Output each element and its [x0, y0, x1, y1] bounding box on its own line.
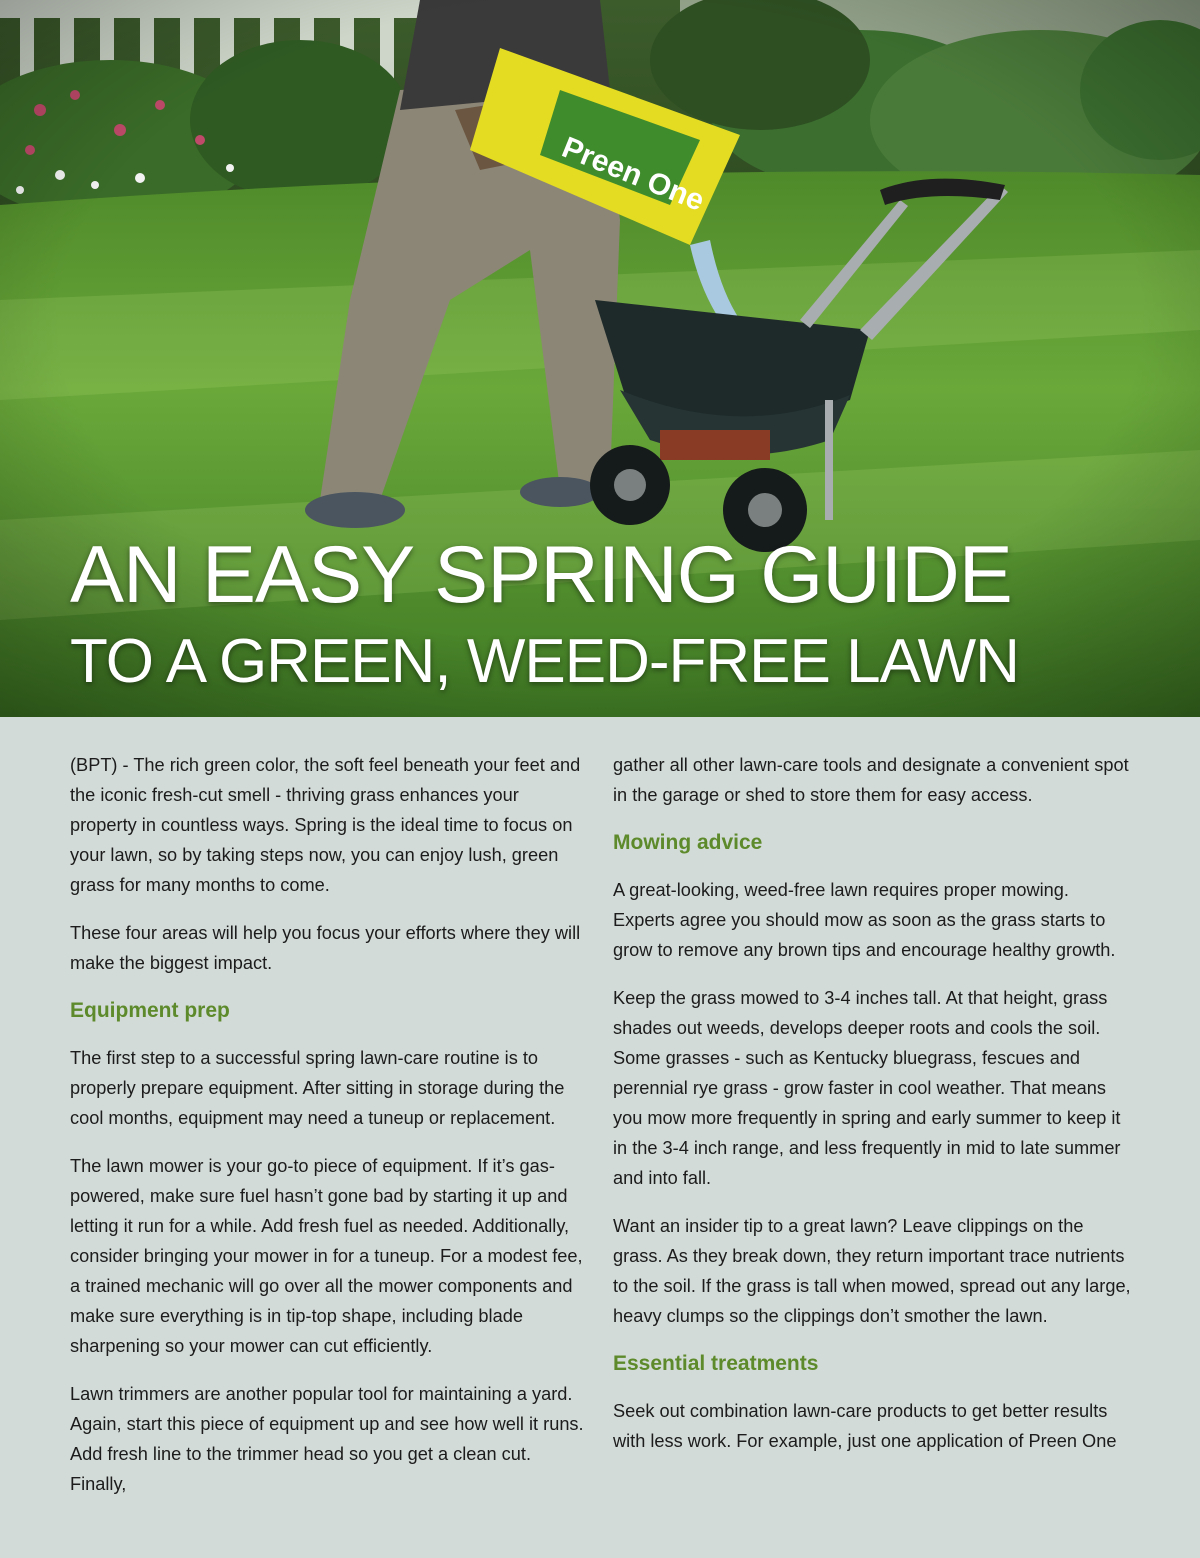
paragraph: These four areas will help you focus your efforts where they will make the biggest impact.: [70, 923, 581, 973]
paragraph: gather all other lawn-care tools and designate a convenient spot in the garage or shed to store them for easy access.: [613, 755, 1129, 805]
paragraph: (BPT) - The rich green color, the soft feel beneath your feet and the iconic fresh-cut smell - thriving grass enhances your property in countless ways. Spring is the ideal time to focus on your lawn, so by taking steps now, you can enjoy lush, green grass for many months to come.: [70, 755, 581, 895]
heading-mowing-advice: Mowing advice: [613, 831, 763, 854]
paragraph: Seek out combination lawn-care products to get better results with less work. For example, just one application of Preen One: [613, 1401, 1117, 1451]
article-column-right: [613, 750, 1133, 1474]
title-sub: TO A GREEN, WEED-FREE LAWN: [70, 627, 1019, 696]
paragraph: The lawn mower is your go-to piece of equipment. If it’s gas-powered, make sure fuel hasn’t gone bad by starting it up and letting it run for a while. Add fresh fuel as needed. Additionally, consider bringing your mower in for a tuneup. For a modest fee, a trained mechanic will go over all the mower components and make sure everything is in tip-top shape, including blade sharpening so your mower can cut efficiently.: [70, 1156, 583, 1356]
article-column-left: [70, 750, 590, 1517]
paragraph: The first step to a successful spring lawn-care routine is to properly prepare equipment. After sitting in storage during the cool months, equipment may need a tuneup or replacement.: [70, 1048, 565, 1128]
title-main: AN EASY SPRING GUIDE: [70, 530, 1012, 620]
paragraph: Lawn trimmers are another popular tool for maintaining a yard. Again, start this piece of equipment up and see how well it runs. Add fresh line to the trimmer head so you get a clean cut. Finally,: [70, 1384, 584, 1494]
heading-essential-treatments: Essential treatments: [613, 1352, 819, 1375]
paragraph: Keep the grass mowed to 3-4 inches tall. At that height, grass shades out weeds, develops deeper roots and cools the soil. Some grasses - such as Kentucky bluegrass, fescues and perennial rye grass - grow faster in cool weather. That means you mow more frequently in spring and early summer to keep it in the 3-4 inch range, and less frequently in mid to late summer and into fall.: [613, 988, 1121, 1188]
heading-equipment-prep: Equipment prep: [70, 999, 230, 1022]
hero-image: [0, 0, 1200, 717]
paragraph: Want an insider tip to a great lawn? Leave clippings on the grass. As they break down, they return important trace nutrients to the soil. If the grass is tall when mowed, spread out any large, heavy clumps so the clippings don’t smother the lawn.: [613, 1216, 1131, 1326]
page-title: [70, 528, 1170, 698]
paragraph: A great-looking, weed-free lawn requires proper mowing. Experts agree you should mow as soon as the grass starts to grow to remove any brown tips and encourage healthy growth.: [613, 880, 1116, 960]
